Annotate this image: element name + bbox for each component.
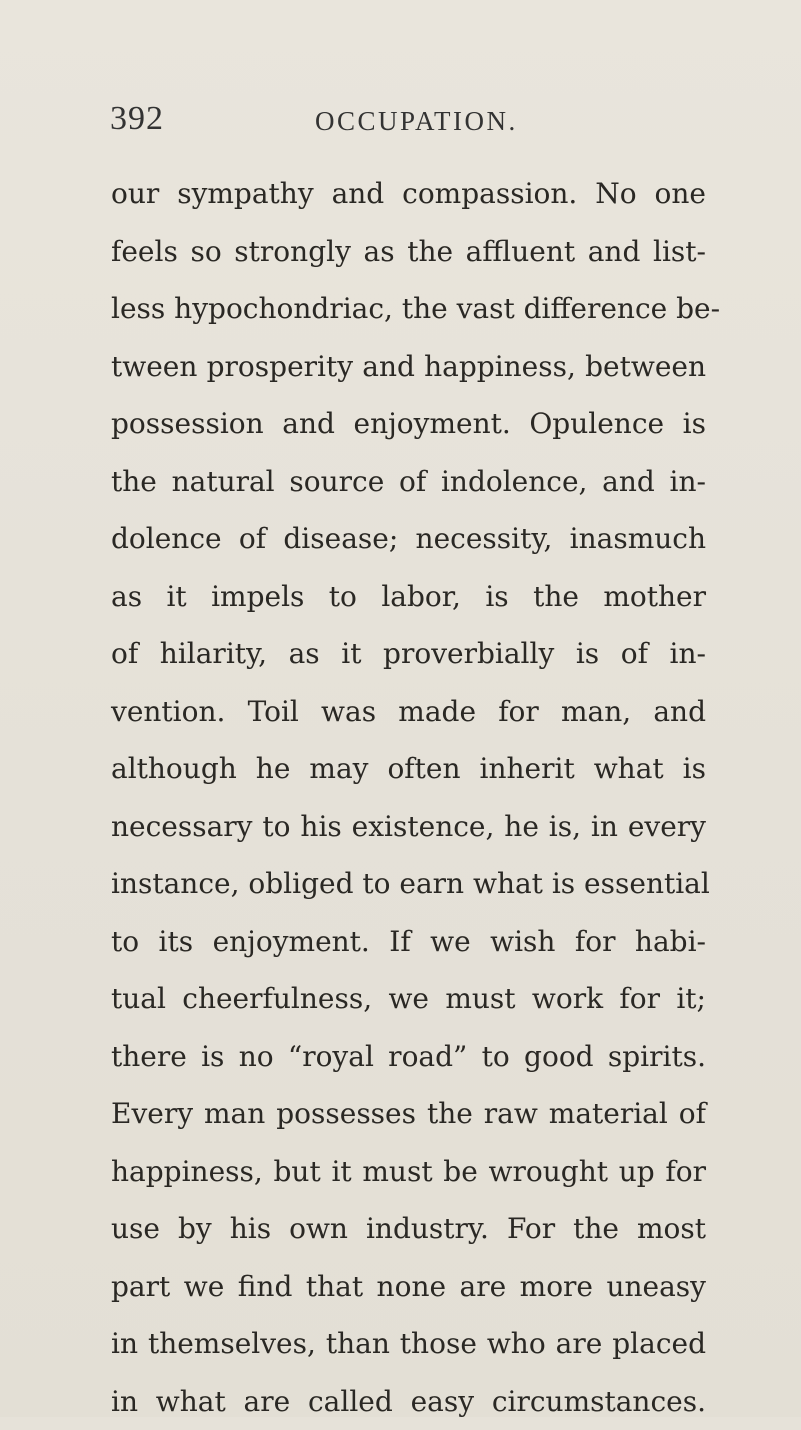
text-line: as it impels to labor, is the mother bbox=[111, 568, 706, 626]
text-line: dolence of disease; necessity, inasmuch bbox=[111, 510, 706, 568]
page-number: 392 bbox=[110, 100, 164, 138]
text-line: necessary to his existence, he is, in every bbox=[111, 798, 706, 856]
text-line: of hilarity, as it proverbially is of in- bbox=[111, 625, 706, 683]
body-text bbox=[111, 165, 706, 1430]
text-line: in themselves, than those who are placed bbox=[111, 1315, 706, 1373]
text-line: instance, obliged to earn what is essential bbox=[111, 855, 706, 913]
text-line: use by his own industry. For the most bbox=[111, 1200, 706, 1258]
text-line: happiness, but it must be wrought up for bbox=[111, 1143, 706, 1201]
text-line: feels so strongly as the affluent and list- bbox=[111, 223, 706, 281]
running-title: OCCUPATION. bbox=[315, 106, 518, 137]
text-line: our sympathy and compassion. No one bbox=[111, 165, 706, 223]
running-head bbox=[110, 100, 710, 140]
text-line: tween prosperity and happiness, between bbox=[111, 338, 706, 396]
text-line: in what are called easy circumstances. bbox=[111, 1373, 706, 1430]
text-line: Every man possesses the raw material of bbox=[111, 1085, 706, 1143]
text-line: although he may often inherit what is bbox=[111, 740, 706, 798]
text-line: there is no “royal road” to good spirits. bbox=[111, 1028, 706, 1086]
text-line: tual cheerfulness, we must work for it; bbox=[111, 970, 706, 1028]
text-line: vention. Toil was made for man, and bbox=[111, 683, 706, 741]
text-line: the natural source of indolence, and in- bbox=[111, 453, 706, 511]
text-line: less hypochondriac, the vast difference be- bbox=[111, 280, 706, 338]
text-line: possession and enjoyment. Opulence is bbox=[111, 395, 706, 453]
text-line: to its enjoyment. If we wish for habi- bbox=[111, 913, 706, 971]
text-line: part we find that none are more uneasy bbox=[111, 1258, 706, 1316]
